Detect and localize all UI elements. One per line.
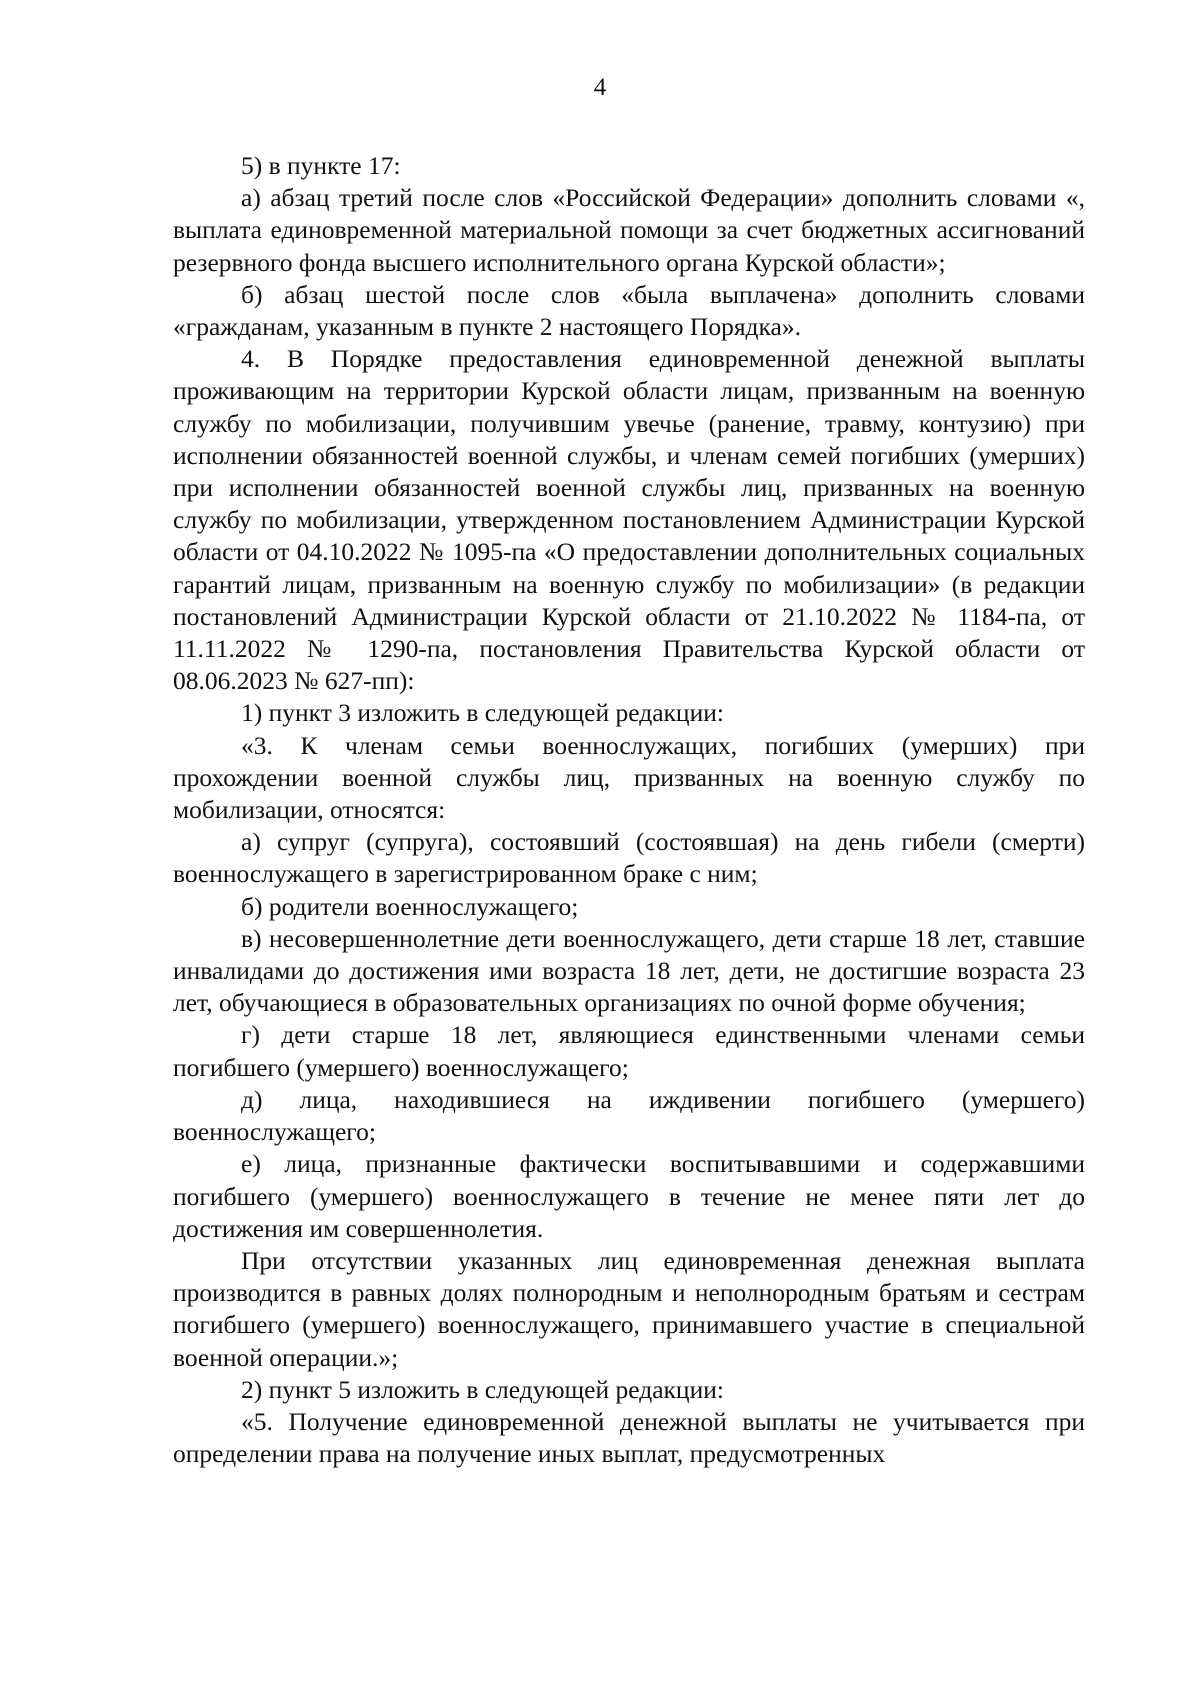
paragraph-item-5-point-17: 5) в пункте 17:: [241, 151, 401, 180]
paragraph-family-e: е) лица, признанные фактически воспитывавшими и содержавшими погибшего (умершего) военнослужащего в течение не менее пяти лет до достижения им совершеннолетия.: [173, 1149, 1085, 1243]
paragraph-siblings: При отсутствии указанных лиц единовременная денежная выплата производится в равных долях полнородным и неполнородным братьям и сестрам погибшего (умершего) военнослужащего, принимавшего участие в специальной военной операции.»;: [173, 1245, 1085, 1372]
paragraph-section-4: 4. В Порядке предоставления единовременной денежной выплаты проживающим на территории Курской области лицам, призванным на военную службу по мобилизации, получившим увечье (ранение, травму, контузию) при исполнении обязанностей военной службы, и членам семей погибших (умерших) при исполнении обязанностей военной службы лиц, призванных на военную службу по мобилизации, утвержденном постановлением Администрации Курской области от 04.10.2022 № 1095-па «О предоставлении дополнительных социальных гарантий лицам, призванным на военную службу по мобилизации» (в редакции постановлений Администрации Курской области от 21.10.2022 № 1184-па, от 11.11.2022 № 1290-па, постановления Правительства Курской области от 08.06.2023 № 627-пп):: [173, 344, 1085, 696]
paragraph-family-b: б) родители военнослужащего;: [241, 891, 579, 921]
paragraph-subitem-b: б) абзац шестой после слов «была выплачена» дополнить словами «гражданам, указанным в пункте 2 настоящего Порядка».: [173, 279, 1085, 342]
paragraph-item-1-point-3: 1) пункт 3 изложить в следующей редакции:: [241, 698, 724, 728]
paragraph-family-g: г) дети старше 18 лет, являющиеся единственными членами семьи погибшего (умершего) военнослужащего;: [173, 1020, 1085, 1082]
paragraph-family-v: в) несовершеннолетние дети военнослужащего, дети старше 18 лет, ставшие инвалидами до достижения ими возраста 18 лет, дети, не достигшие возраста 23 лет, обучающиеся в образовательных организациях по очной форме обучения;: [173, 923, 1085, 1018]
paragraph-point-5-text: «5. Получение единовременной денежной выплаты не учитывается при определении права на получение иных выплат, предусмотренных: [173, 1406, 1085, 1469]
paragraph-family-d: д) лица, находившиеся на иждивении погибшего (умершего) военнослужащего;: [173, 1084, 1085, 1147]
document-body: [173, 150, 1085, 1470]
page-number: 4: [593, 74, 607, 101]
paragraph-point-3-text: «3. К членам семьи военнослужащих, погибших (умерших) при прохождении военной службы лиц, призванных на военную службу по мобилизации, относятся:: [173, 730, 1085, 825]
paragraph-item-2-point-5: 2) пункт 5 изложить в следующей редакции:: [241, 1374, 724, 1404]
paragraph-subitem-a: а) абзац третий после слов «Российской Федерации» дополнить словами «, выплата единовременной материальной помощи за счет бюджетных ассигнований резервного фонда высшего исполнительного органа Курской области»;: [173, 183, 1085, 277]
paragraph-family-a: а) супруг (супруга), состоявший (состоявшая) на день гибели (смерти) военнослужащего в зарегистрированном браке с ним;: [173, 827, 1085, 889]
